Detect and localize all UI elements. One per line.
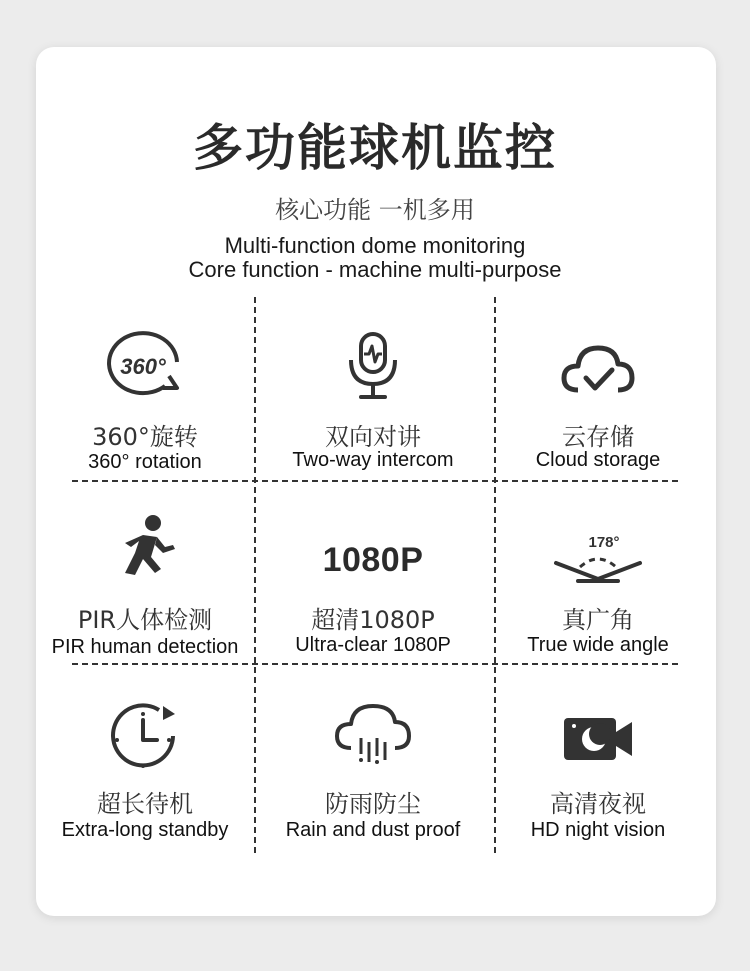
cloud-check-icon <box>558 334 638 406</box>
feature-cn-label: 超清1080P <box>311 606 435 634</box>
feature-cn-label: 360°旋转 <box>92 423 198 451</box>
feature-en-label: Ultra-clear 1080P <box>295 634 451 656</box>
feature-en-label: Rain and dust proof <box>285 819 461 841</box>
night-camera-icon <box>558 702 638 774</box>
feature-en-label: Cloud storage <box>535 449 661 471</box>
feature-en-label: HD night vision <box>530 819 666 841</box>
wide-angle-icon <box>550 519 646 591</box>
feature-cn-label: 真广角 <box>562 606 634 634</box>
grid-divider-horizontal-1 <box>72 480 678 482</box>
wide-angle-label: 178° <box>588 534 620 551</box>
grid-divider-vertical-2 <box>494 297 496 853</box>
feature-en-label: True wide angle <box>527 634 669 656</box>
feature-cn-label: 防雨防尘 <box>325 790 421 818</box>
feature-en-label: PIR human detection <box>51 636 239 658</box>
rotation-360-icon-label: 360° <box>120 354 166 379</box>
feature-en-label: Two-way intercom <box>292 449 454 471</box>
feature-cn-label: 云存储 <box>562 423 634 451</box>
rotation-360-icon <box>105 328 185 400</box>
feature-cn-label: PIR人体检测 <box>77 606 213 634</box>
english-subtitle-line-2: Core function - machine multi-purpose <box>188 257 562 282</box>
feature-cn-label: 双向对讲 <box>325 423 421 451</box>
feature-cn-label: 高清夜视 <box>550 790 646 818</box>
grid-divider-horizontal-2 <box>72 663 678 665</box>
cloud-rain-icon <box>333 700 413 772</box>
page-title: 多功能球机监控 <box>193 119 557 177</box>
resolution-text: 1080P <box>322 541 424 579</box>
page-subtitle: 核心功能 一机多用 <box>275 196 475 224</box>
english-subtitle-line-1: Multi-function dome monitoring <box>224 233 526 258</box>
feature-en-label: Extra-long standby <box>61 819 229 841</box>
microphone-icon <box>333 330 413 402</box>
running-person-icon <box>105 513 185 585</box>
feature-en-label: 360° rotation <box>88 451 202 473</box>
feature-cn-label: 超长待机 <box>97 790 193 818</box>
clock-standby-icon <box>105 702 185 774</box>
